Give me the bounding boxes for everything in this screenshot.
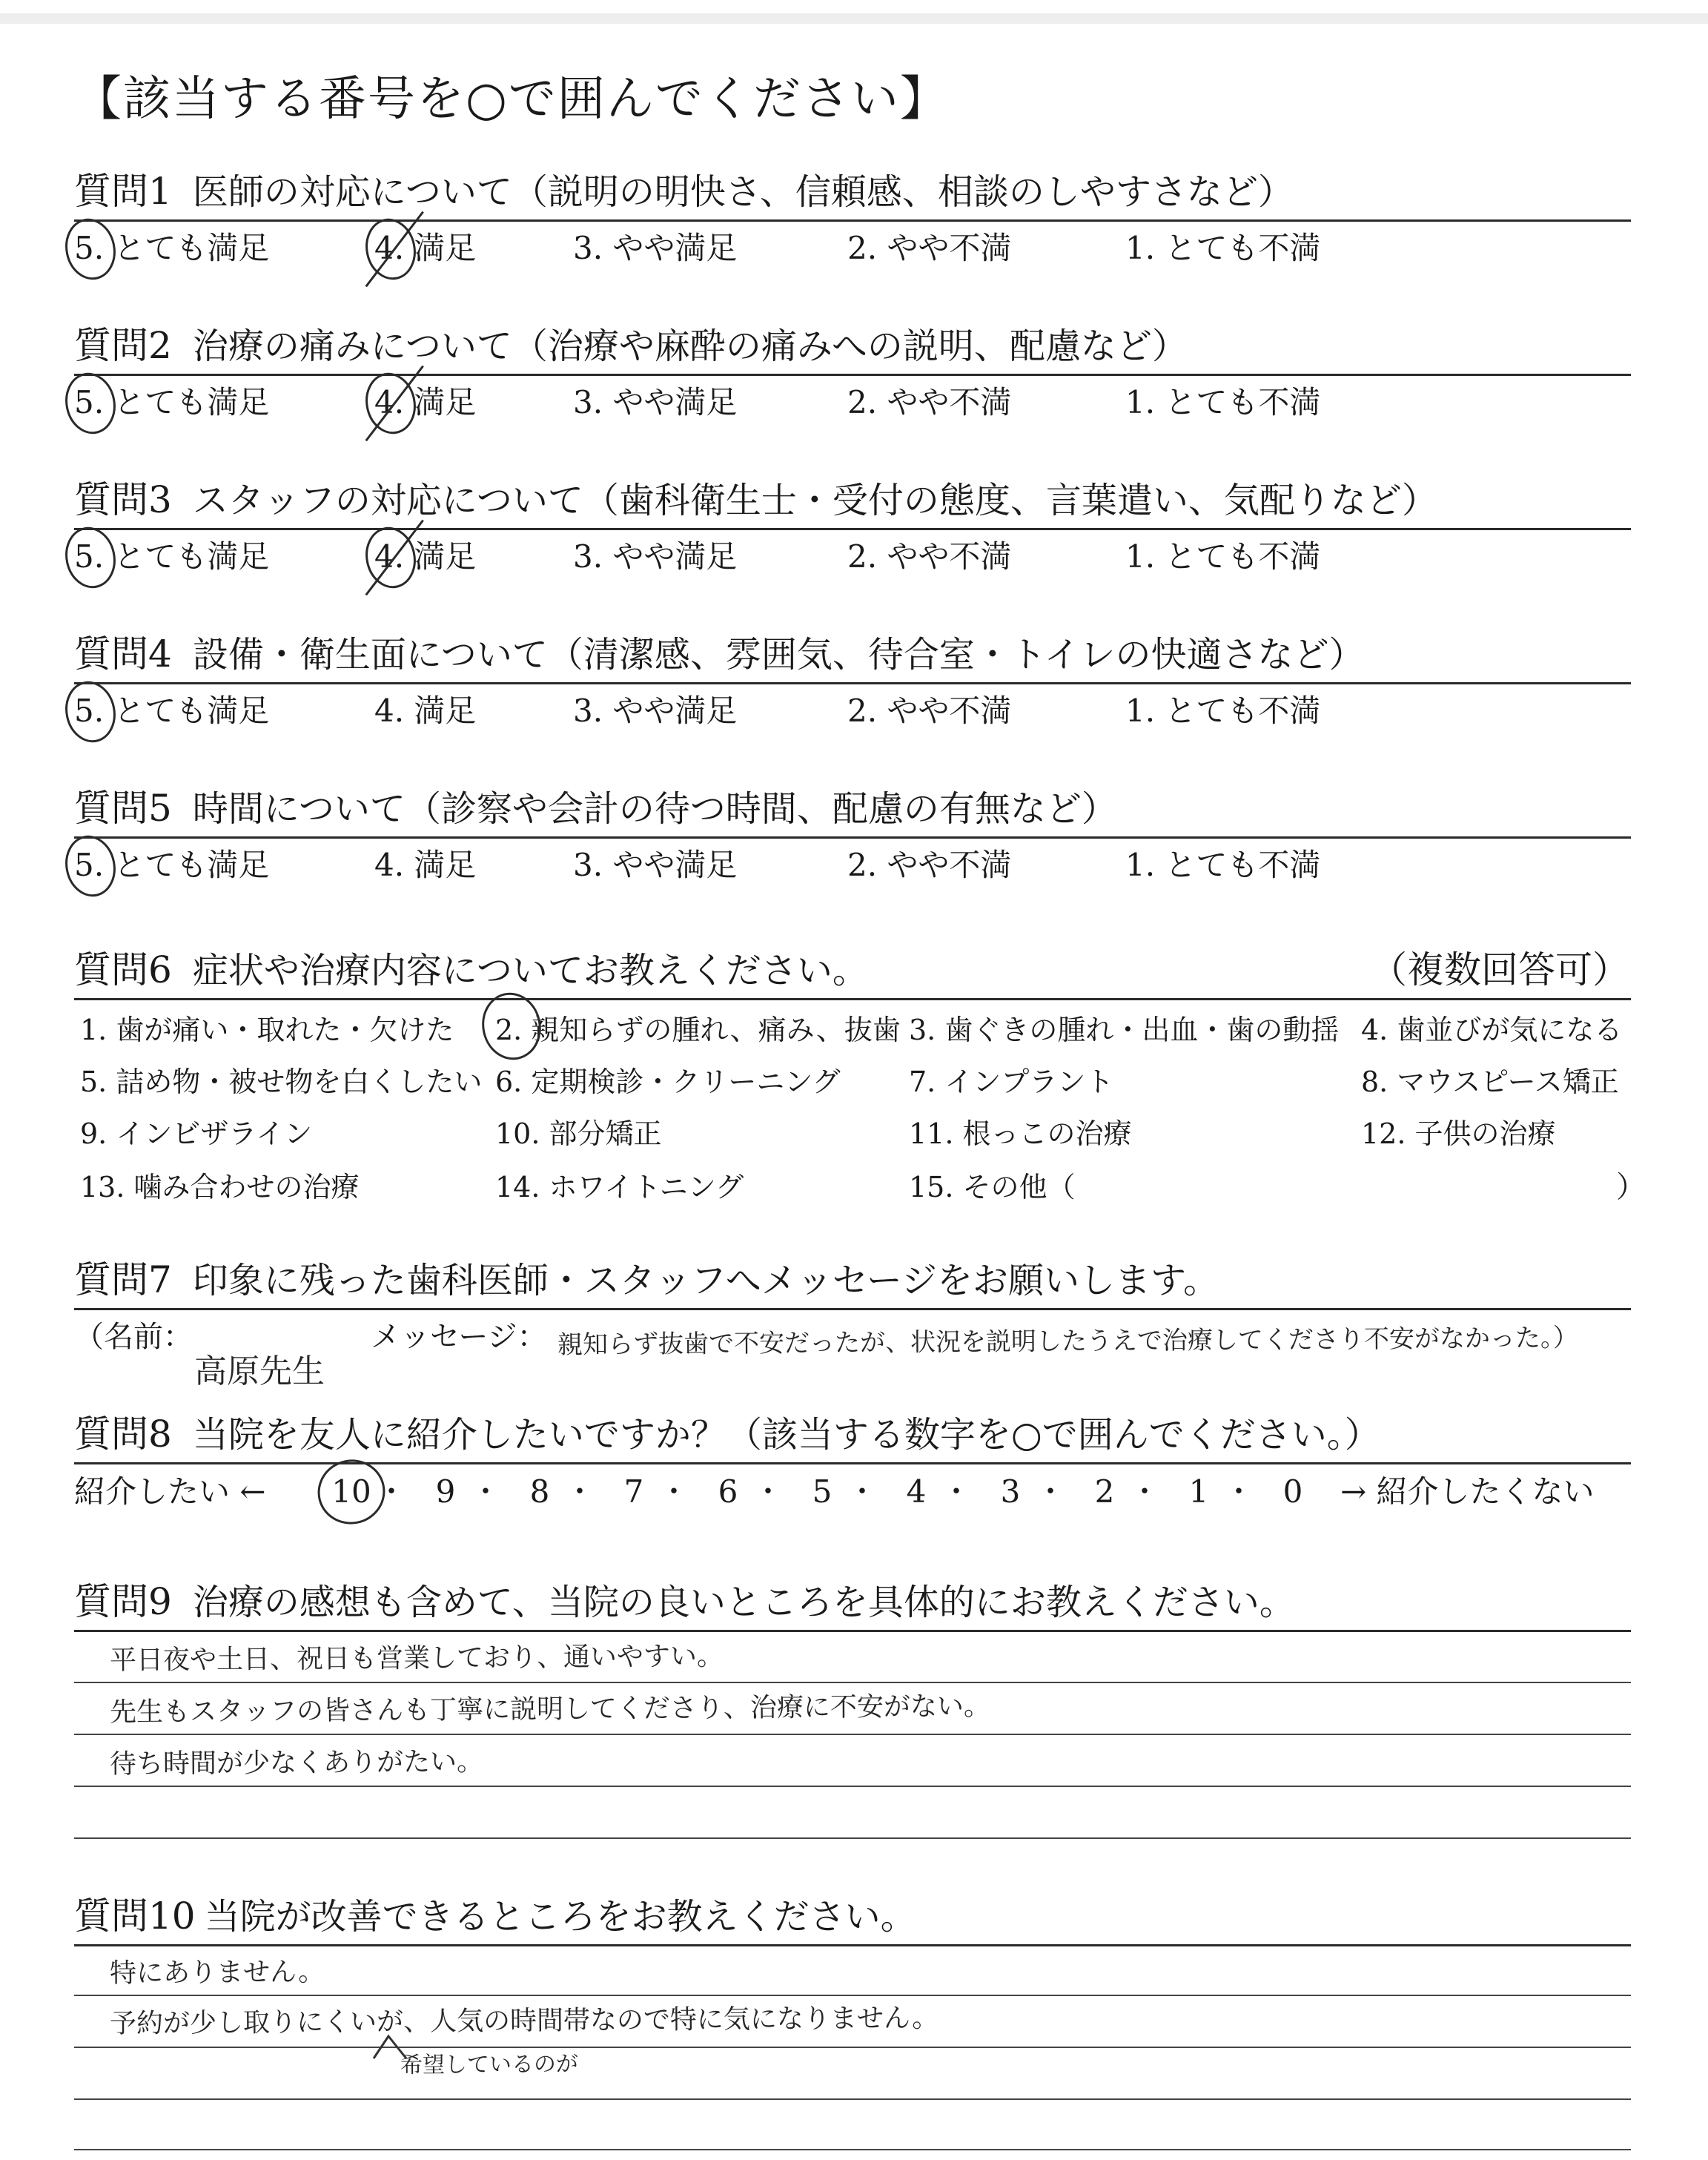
rating-option: 1. とても不満 bbox=[1125, 847, 1321, 883]
q10-answer: 特にありません。 bbox=[109, 1956, 325, 1989]
rating-option: 3. やや満足 bbox=[573, 847, 738, 883]
q8-scale-value: 6 bbox=[718, 1473, 738, 1510]
rating-option: 3. やや満足 bbox=[573, 538, 738, 575]
q10-title bbox=[74, 1892, 916, 1941]
rating-option: 5. とても満足 bbox=[74, 230, 270, 266]
q6-option: 5. 詰め物・被せ物を白くしたい bbox=[80, 1066, 483, 1098]
rating-option: 2. やや不満 bbox=[847, 384, 1012, 420]
rating-option: 3. やや満足 bbox=[573, 230, 738, 266]
q7-title bbox=[74, 1256, 1219, 1304]
q10-text: 当院が改善できるところをお教えください。 bbox=[204, 1896, 916, 1938]
rating-option: 1. とても不満 bbox=[1125, 693, 1321, 729]
rating-option: 3. やや満足 bbox=[573, 384, 738, 420]
q1-rule bbox=[74, 219, 1631, 222]
q8-scale-value: 0 bbox=[1282, 1473, 1303, 1510]
q8-separator: ・ bbox=[847, 1475, 877, 1509]
q6-option: 6. 定期検診・クリーニング bbox=[495, 1066, 841, 1098]
q6-option: 12. 子供の治療 bbox=[1361, 1117, 1556, 1150]
q6-rule bbox=[74, 998, 1631, 1000]
q2-text: 治療の痛みについて（治療や麻酔の痛みへの説明、配慮など） bbox=[192, 326, 1188, 367]
q6-option: 13. 噛み合わせの治療 bbox=[80, 1171, 360, 1203]
q6-option: 2. 親知らずの腫れ、痛み、抜歯 bbox=[495, 1014, 901, 1046]
q6-option: 8. マウスピース矯正 bbox=[1361, 1066, 1619, 1098]
q9-text: 治療の感想も含めて、当院の良いところを具体的にお教えください。 bbox=[192, 1582, 1295, 1623]
rating-option: 5. とても満足 bbox=[74, 847, 270, 883]
q8-separator: ・ bbox=[941, 1475, 971, 1509]
q7-message-value: 親知らず抜歯で不安だったが、状況を説明したうえで治療してくださり不安がなかった。） bbox=[557, 1323, 1579, 1360]
q8-scale-value: 10 bbox=[331, 1473, 371, 1510]
q4-title bbox=[74, 630, 1364, 678]
q8-right-label: → 紹介したくない bbox=[1340, 1473, 1595, 1510]
rating-option: 1. とても不満 bbox=[1125, 538, 1321, 575]
q9-writing-line bbox=[74, 1837, 1631, 1839]
q6-option: 11. 根っこの治療 bbox=[909, 1117, 1132, 1150]
q8-title bbox=[74, 1410, 1380, 1459]
q6-option: 7. インプラント bbox=[909, 1066, 1114, 1098]
q8-scale-value: 3 bbox=[1000, 1473, 1021, 1510]
q5-number: 質問5 bbox=[74, 787, 172, 830]
q6-note: （複数回答可） bbox=[1370, 948, 1629, 991]
q10-answer: 予約が少し取りにくいが、人気の時間帯なので特に気になりません。 bbox=[109, 2003, 939, 2039]
q6-close-paren: ） bbox=[1616, 1170, 1646, 1204]
q8-scale-value: 2 bbox=[1094, 1473, 1115, 1510]
q8-scale-value: 1 bbox=[1188, 1473, 1209, 1510]
q8-scale-value: 5 bbox=[812, 1473, 833, 1510]
q4-rule bbox=[74, 682, 1631, 684]
q6-option: 14. ホワイトニング bbox=[495, 1171, 744, 1203]
rating-option: 4. 満足 bbox=[374, 693, 477, 729]
q9-writing-line bbox=[74, 1786, 1631, 1787]
q10-rule bbox=[74, 1944, 1631, 1946]
q6-option: 10. 部分矯正 bbox=[495, 1117, 662, 1150]
q7-name-value: 高原先生 bbox=[194, 1353, 325, 1390]
q8-separator: ・ bbox=[659, 1475, 689, 1509]
q9-answer: 先生もスタッフの皆さんも丁寧に説明してくださり、治療に不安がない。 bbox=[109, 1691, 991, 1728]
q6-option: 9. インビザライン bbox=[80, 1117, 313, 1150]
q8-scale-value: 9 bbox=[435, 1473, 456, 1510]
q10-number: 質問10 bbox=[74, 1895, 196, 1938]
q5-title bbox=[74, 785, 1117, 833]
q9-title bbox=[74, 1578, 1295, 1626]
q7-name-label: （名前： bbox=[74, 1320, 193, 1354]
q8-separator: ・ bbox=[377, 1475, 406, 1509]
q5-rule bbox=[74, 836, 1631, 839]
rating-option: 3. やや満足 bbox=[573, 693, 738, 729]
q9-writing-line bbox=[74, 1734, 1631, 1735]
rating-option: 2. やや不満 bbox=[847, 693, 1012, 729]
q8-separator: ・ bbox=[471, 1475, 500, 1509]
q3-text: スタッフの対応について（歯科衛生士・受付の態度、言葉遣い、気配りなど） bbox=[192, 480, 1437, 521]
q10-writing-line bbox=[74, 2098, 1631, 2100]
q2-title bbox=[74, 322, 1188, 370]
q6-option: 15. その他（ bbox=[909, 1171, 1076, 1203]
rating-option: 4. 満足 bbox=[374, 847, 477, 883]
q4-number: 質問4 bbox=[74, 633, 172, 676]
q7-rule bbox=[74, 1308, 1631, 1310]
rating-option: 2. やや不満 bbox=[847, 230, 1012, 266]
q8-separator: ・ bbox=[1224, 1475, 1254, 1509]
q2-number: 質問2 bbox=[74, 324, 172, 367]
q8-scale-value: 7 bbox=[623, 1473, 644, 1510]
q8-text: 当院を友人に紹介したいですか？（該当する数字を○で囲んでください。） bbox=[192, 1414, 1380, 1456]
q7-number: 質問7 bbox=[74, 1258, 172, 1301]
rating-option: 5. とても満足 bbox=[74, 538, 270, 575]
q8-separator: ・ bbox=[1130, 1475, 1159, 1509]
q10-writing-line bbox=[74, 2149, 1631, 2150]
rating-option: 4. 満足 bbox=[374, 538, 477, 575]
q7-text: 印象に残った歯科医師・スタッフへメッセージをお願いします。 bbox=[192, 1260, 1219, 1301]
q6-number: 質問6 bbox=[74, 948, 172, 991]
q8-separator: ・ bbox=[565, 1475, 595, 1509]
q10-insertion: 希望しているのが bbox=[400, 2051, 579, 2078]
q6-option: 4. 歯並びが気になる bbox=[1361, 1014, 1623, 1046]
rating-option: 2. やや不満 bbox=[847, 847, 1012, 883]
rating-option: 4. 満足 bbox=[374, 384, 477, 420]
q6-title bbox=[74, 946, 868, 994]
rating-option: 2. やや不満 bbox=[847, 538, 1012, 575]
scan-top-edge bbox=[0, 13, 1708, 24]
rating-option: 5. とても満足 bbox=[74, 693, 270, 729]
q3-rule bbox=[74, 528, 1631, 530]
q7-message-label: メッセージ： bbox=[371, 1320, 547, 1354]
q4-text: 設備・衛生面について（清潔感、雰囲気、待合室・トイレの快適さなど） bbox=[192, 634, 1365, 676]
q1-title bbox=[74, 168, 1294, 216]
q6-option: 3. 歯ぐきの腫れ・出血・歯の動揺 bbox=[909, 1014, 1340, 1046]
q9-rule bbox=[74, 1630, 1631, 1632]
q9-number: 質問9 bbox=[74, 1580, 172, 1623]
q3-title bbox=[74, 476, 1437, 524]
q8-rule bbox=[74, 1462, 1631, 1464]
q8-scale-value: 4 bbox=[906, 1473, 927, 1510]
q8-separator: ・ bbox=[1036, 1475, 1065, 1509]
q8-number: 質問8 bbox=[74, 1413, 172, 1456]
rating-option: 4. 満足 bbox=[374, 230, 477, 266]
q10-writing-line bbox=[74, 2047, 1631, 2048]
q5-text: 時間について（診察や会計の待つ時間、配慮の有無など） bbox=[192, 788, 1117, 830]
q10-writing-line bbox=[74, 1995, 1631, 1996]
page-title: 【該当する番号を○で囲んでください】 bbox=[74, 72, 949, 127]
rating-option: 5. とても満足 bbox=[74, 384, 270, 420]
q6-option: 1. 歯が痛い・取れた・欠けた bbox=[80, 1014, 454, 1046]
q6-text: 症状や治療内容についてお教えください。 bbox=[192, 950, 868, 991]
q8-scale-value: 8 bbox=[529, 1473, 550, 1510]
q1-text: 医師の対応について（説明の明快さ、信頼感、相談のしやすさなど） bbox=[192, 171, 1294, 213]
q8-left-label: 紹介したい ← bbox=[74, 1473, 266, 1510]
rating-option: 1. とても不満 bbox=[1125, 384, 1321, 420]
q8-separator: ・ bbox=[753, 1475, 783, 1509]
rating-option: 1. とても不満 bbox=[1125, 230, 1321, 266]
q3-number: 質問3 bbox=[74, 478, 172, 521]
q1-number: 質問1 bbox=[74, 170, 172, 213]
q9-answer: 平日夜や土日、祝日も営業しており、通いやすい。 bbox=[109, 1641, 724, 1676]
q9-answer: 待ち時間が少なくありがたい。 bbox=[109, 1746, 484, 1780]
q9-writing-line bbox=[74, 1682, 1631, 1683]
q2-rule bbox=[74, 374, 1631, 376]
